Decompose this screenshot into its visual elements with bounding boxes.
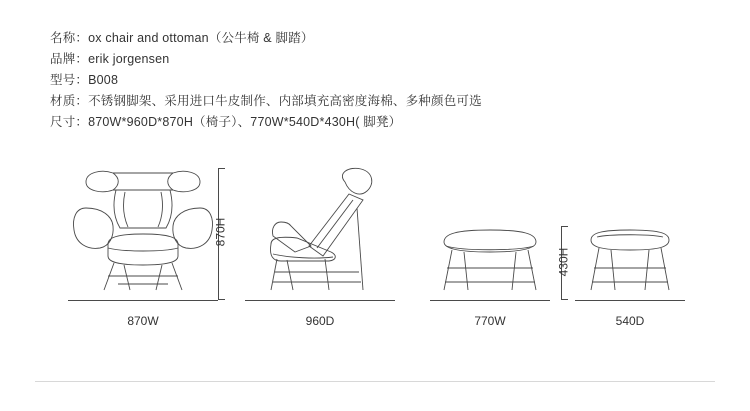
- chair-side-view: [245, 160, 395, 300]
- chair-height-cap-bottom: [218, 299, 225, 300]
- baseline-ottoman-front: [430, 300, 550, 301]
- ottoman-height-label: 430H: [556, 247, 571, 277]
- spec-line-dimensions: 尺寸：870W*960D*870H（椅子）、770W*540D*430H( 脚凳）: [50, 115, 402, 129]
- chair-height-label: 870H: [213, 217, 228, 247]
- ottoman-height-cap-top: [561, 226, 568, 227]
- chair-height-cap-top: [218, 168, 225, 169]
- chair-front-view: [68, 160, 218, 300]
- baseline-ottoman-side: [575, 300, 685, 301]
- caption-ottoman-side: 540D: [615, 314, 645, 328]
- spec-line-brand: 品牌：erik jorgensen: [50, 52, 170, 66]
- specification-list: [50, 28, 710, 133]
- baseline-chair-side: [245, 300, 395, 301]
- caption-chair-front: 870W: [127, 314, 159, 328]
- ottoman-front-view: [430, 160, 550, 300]
- dimension-drawings: [0, 160, 750, 340]
- spec-line-material: 材质：不锈钢脚架、采用进口牛皮制作、内部填充高密度海棉、多种颜色可选: [50, 94, 482, 108]
- caption-ottoman-front: 770W: [474, 314, 506, 328]
- baseline-chair-front: [68, 300, 218, 301]
- footer-divider: [35, 381, 715, 382]
- caption-chair-side: 960D: [305, 314, 335, 328]
- spec-line-name: 名称：ox chair and ottoman（公牛椅 & 脚踏）: [50, 31, 314, 45]
- ottoman-height-cap-bottom: [561, 299, 568, 300]
- ottoman-side-view: [575, 160, 685, 300]
- spec-line-model: 型号：B008: [50, 73, 119, 87]
